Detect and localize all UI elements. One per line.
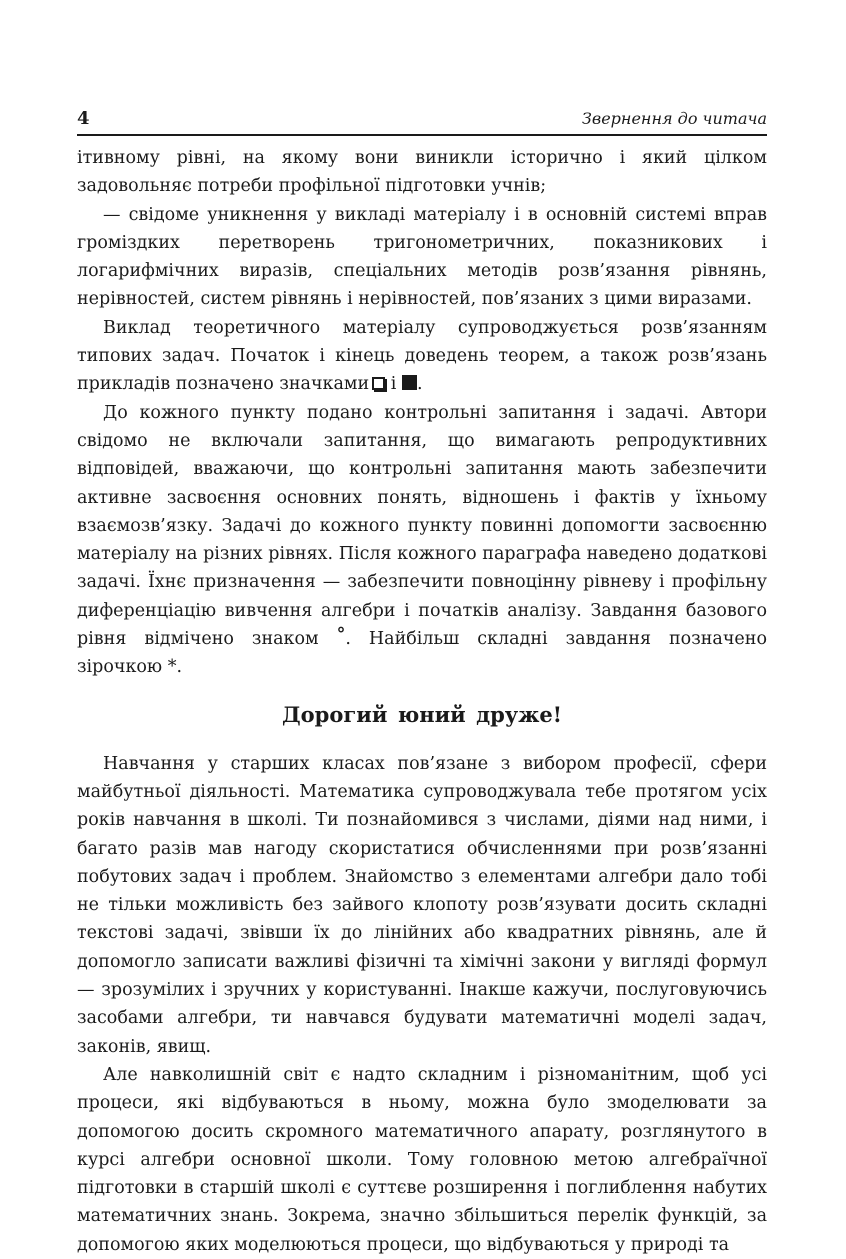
proof-end-icon [402,375,417,390]
paragraph-notation [77,314,767,399]
page-body [77,144,767,1259]
notation-text: Виклад теоретичного матеріалу супроводжується розв’язанням типових задач. Початок і кінець доведень теорем, а також розв’язань прикладів позначено значками [77,317,767,395]
dash-list-item: — свідоме уникнення у викладі матеріалу і в основній системі вправ громіздких перетворень тригонометричних, показникових і логарифмічних виразів, спеціальних методів розв’язання рівнянь, нерівностей, систем рівнянь і нерівностей, пов’язаних з цими виразами. [77,204,767,310]
page-number: 4 [77,108,90,129]
basic-level-mark: ° [336,625,346,646]
page-header [77,108,767,136]
notation-end: . [416,374,423,395]
exercises-text-end: . Найбільш складні завдання позначено зірочкою *. [77,629,767,678]
section-paragraph-2: Але навколишній світ є надто складним і різноманітним, щоб усі процеси, які відбуваються в ньому, можна було змоделювати за допомогою досить скромного математичного апарату, розглянутого в курсі алгебри основної школи. Тому головною метою алгебраїчної підготовки в старшій школі є суттєве розширення і поглиблення набутих математичних знань. Зокрема, значно збільшиться перелік функцій, за допомогою яких моделюються процеси, що відбуваються у природі та [77,1064,767,1255]
section-title: Дорогий юний друже! [282,701,562,727]
paragraph-continuation: ітивному рівні, на якому вони виникли історично і який цілком задовольняє потреби профільної підготовки учнів; [77,148,767,197]
exercises-text: До кожного пункту подано контрольні запитання і задачі. Автори свідомо не включали запитання, що вимагають репродуктивних відповідей, вважаючи, що контрольні запитання мають забезпечити активне засвоєння основних понять, відношень і фактів у їхньому взаємозв’язку. Задачі до кожного пункту повинні допомогти засвоєнню матеріалу на різних рівнях. Після кожного параграфа наведено додаткові задачі. Їхнє призначення — забезпечити повноцінну рівневу і профільну диференціацію вивчення алгебри і початків аналізу. Завдання базового рівня відмічено знаком [77,402,767,650]
section-paragraph-1: Навчання у старших класах пов’язане з вибором професії, сфери майбутньої діяльності. Математика супроводжувала тебе протягом усіх років навчання в школі. Ти познайомився з числами, діями над ними, і багато разів мав нагоду скористатися обчисленнями при розв’язанні побутових задач і проблем. Знайомство з елементами алгебри дало тобі не тільки можливість без зайвого клопоту розв’язувати досить складні текстові задачі, звівши їх до лінійних або квадратних рівнянь, але й допомогло записати важливі фізичні та хімічні закони у вигляді формул — зрозумілих і зручних у користуванні. Інакше кажучи, послуговуючись засобами алгебри, ти навчався будувати математичні моделі задач, законів, явищ. [77,753,767,1057]
running-head: Звернення до читача [581,109,767,128]
notation-conjunction: і [385,374,402,395]
paragraph-exercises [77,399,767,682]
proof-start-icon [372,377,385,390]
